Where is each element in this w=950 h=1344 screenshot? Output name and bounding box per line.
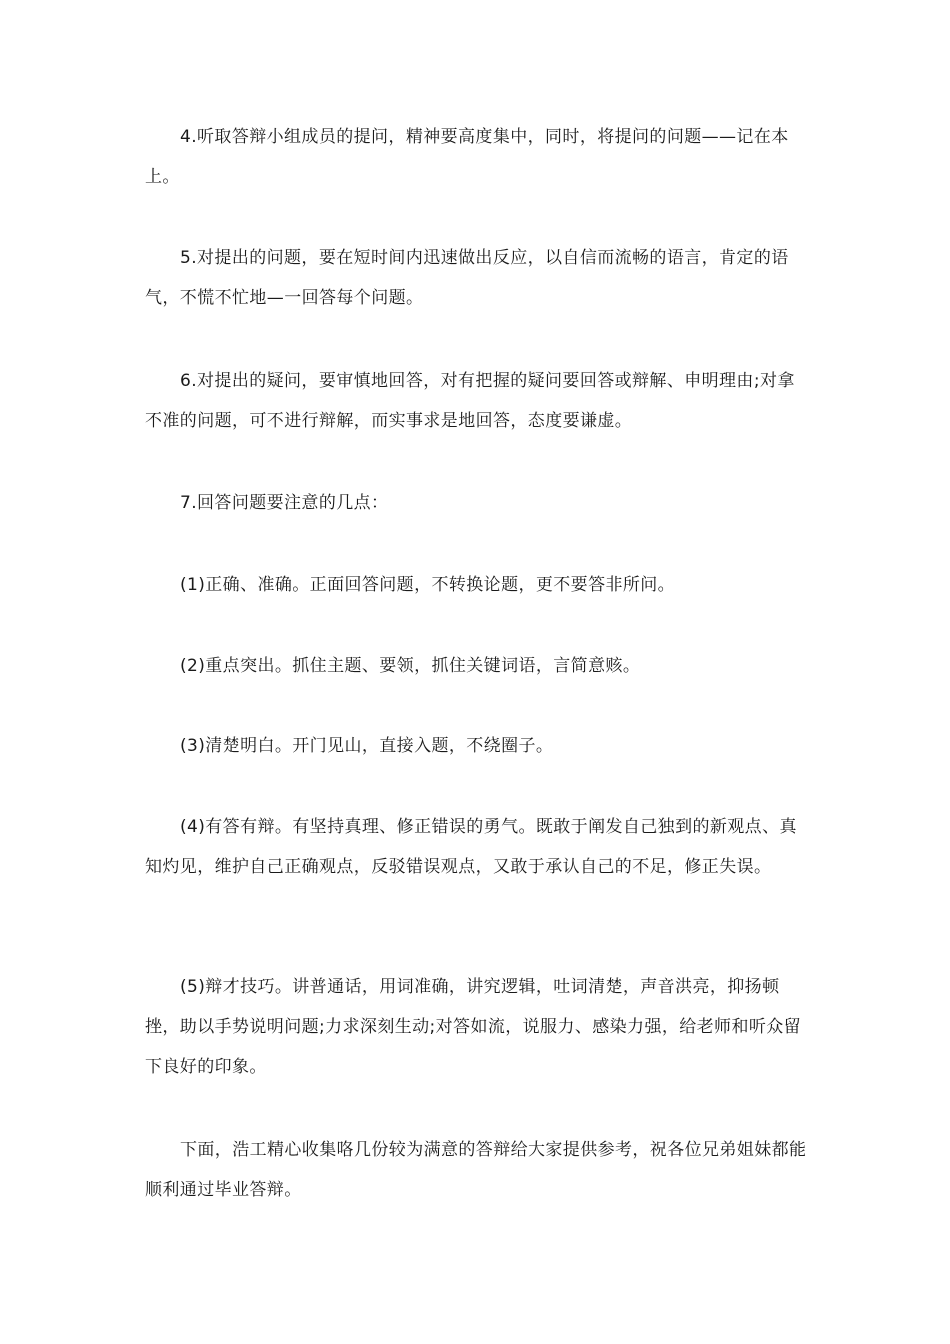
paragraph-tip-4: 4.听取答辩小组成员的提问，精神要高度集中，同时，将提问的问题——记在本上。 — [145, 127, 789, 187]
list-item-4: (4)有答有辩。有坚持真理、修正错误的勇气。既敢于阐发自己独到的新观点、真知灼见，维护自己正确观点，反驳错误观点，又敢于承认自己的不足，修正失误。 — [145, 817, 797, 877]
paragraph-tip-6: 6.对提出的疑问，要审慎地回答，对有把握的疑问要回答或辩解、申明理由;对拿不准的问题，可不进行辩解，而实事求是地回答，态度要谦虚。 — [145, 371, 795, 431]
closing-paragraph: 下面，浩工精心收集咯几份较为满意的答辩给大家提供参考，祝各位兄弟姐妹都能顺利通过毕业答辩。 — [145, 1140, 807, 1200]
list-item-3: (3)清楚明白。开门见山，直接入题，不绕圈子。 — [180, 736, 554, 756]
list-item-1: (1)正确、准确。正面回答问题，不转换论题，更不要答非所问。 — [180, 575, 676, 595]
paragraph-tip-7-heading: 7.回答问题要注意的几点： — [180, 493, 389, 513]
paragraph-tip-5: 5.对提出的问题，要在短时间内迅速做出反应，以自信而流畅的语言，肯定的语气，不慌不忙地—一回答每个问题。 — [145, 248, 789, 308]
list-item-5: (5)辩才技巧。讲普通话，用词准确，讲究逻辑，吐词清楚，声音洪亮，抑扬顿挫，助以手势说明问题;力求深刻生动;对答如流，说服力、感染力强，给老师和听众留下良好的印象。 — [145, 977, 802, 1077]
list-item-2: (2)重点突出。抓住主题、要领，抓住关键词语，言简意赅。 — [180, 656, 641, 676]
